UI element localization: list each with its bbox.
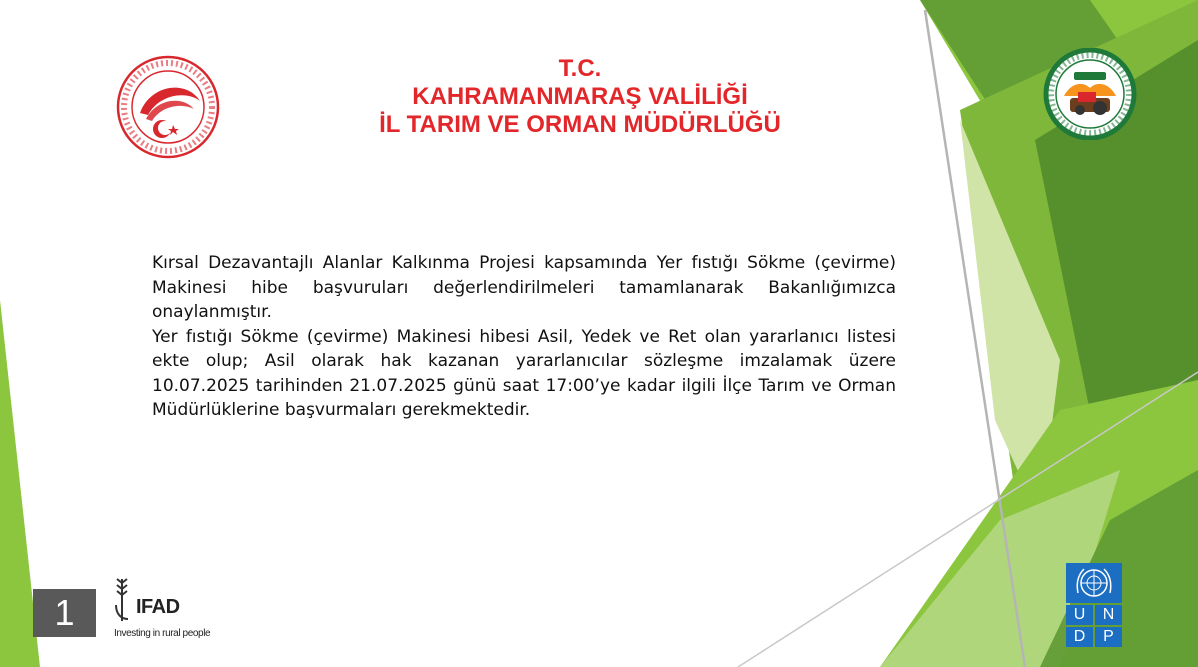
ifad-name: IFAD (136, 596, 180, 618)
un-globe-icon (1066, 563, 1122, 603)
undp-letter-d: D (1066, 627, 1093, 647)
page-header (330, 55, 830, 139)
trgm-logo (1040, 48, 1140, 140)
ifad-logo (112, 572, 211, 642)
header-line-valilik: KAHRAMANMARAŞ VALİLİĞİ (412, 83, 748, 110)
undp-letter-n: N (1095, 605, 1122, 625)
slide-number: 1 (33, 589, 96, 637)
announcement-paragraph-2: Yer fıstığı Sökme (çevirme) Makinesi hibesi Asil, Yedek ve Ret olan yararlanıcı listesi ekte olup; Asil olarak hak kazanan yararlanıcılar sözleşme imzalamak üzere 10.07.2025 tarihinden 21.07.2025 günü saat 17:00’ye kadar ilgili İlçe Tarım ve Orman Müdürlüklerine başvurmaları gerekmektedir. (152, 326, 896, 420)
announcement-body (152, 251, 896, 423)
undp-logo (1066, 563, 1122, 645)
undp-letter-p: P (1095, 627, 1122, 647)
header-line-tc: T.C. (558, 55, 602, 82)
undp-letter-u: U (1066, 605, 1093, 625)
header-line-mudurluk: İL TARIM VE ORMAN MÜDÜRLÜĞÜ (379, 111, 781, 138)
ministry-logo (110, 55, 226, 160)
wheat-icon (114, 575, 130, 621)
ifad-tagline: Investing in rural people (114, 628, 211, 639)
announcement-paragraph-1: Kırsal Dezavantajlı Alanlar Kalkınma Projesi kapsamında Yer fıstığı Sökme (çevirme) Makinesi hibe başvuruları değerlendirilmeleri tamamlanarak Bakanlığımızca onaylanmıştır. (152, 253, 896, 322)
